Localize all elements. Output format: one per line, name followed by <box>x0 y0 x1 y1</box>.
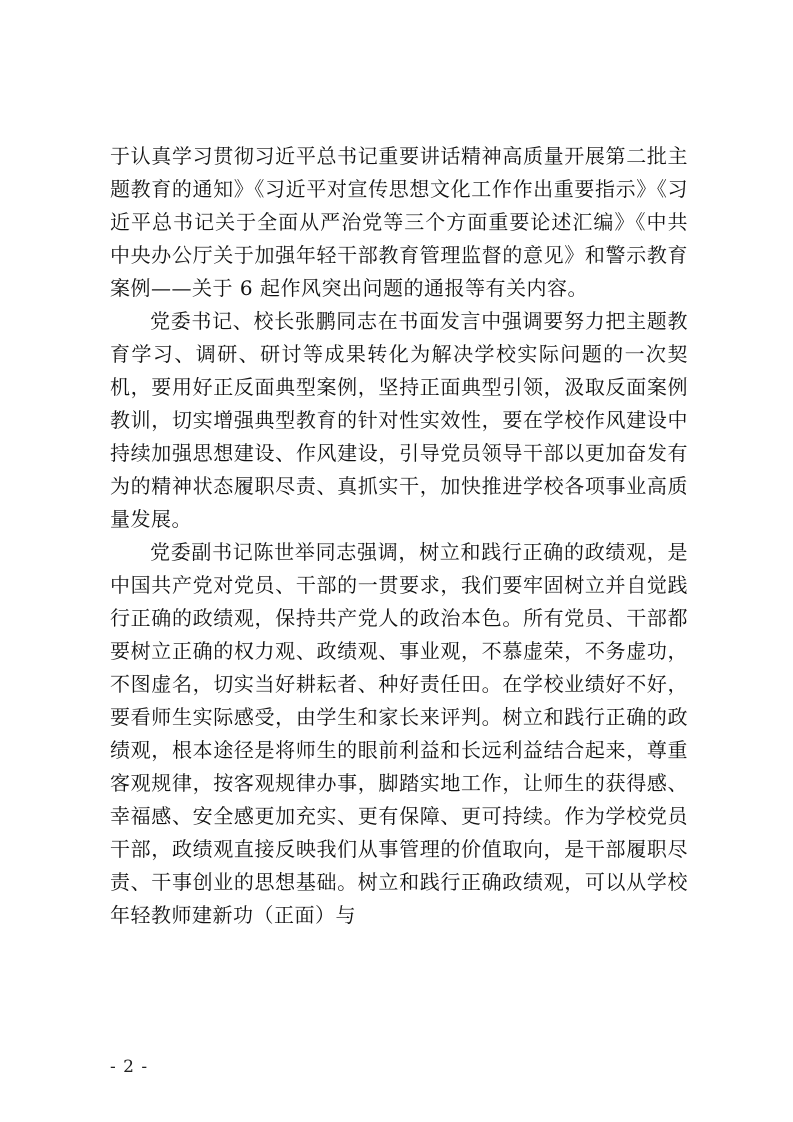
paragraph-2: 党委书记、校长张鹏同志在书面发言中强调要努力把主题教育学习、调研、研讨等成果转化为解决学校实际问题的一次契机，要用好正反面典型案例，坚持正面典型引领，汲取反面案例教训，切实增强典型教育的针对性实效性，要在学校作风建设中持续加强思想建设、作风建设，引导党员领导干部以更加奋发有为的精神状态履职尽责、真抓实干，加快推进学校各项事业高质量发展。 <box>110 309 688 531</box>
document-body <box>110 140 688 932</box>
paragraph-1: 于认真学习贯彻习近平总书记重要讲话精神高质量开展第二批主题教育的通知》《习近平对宣传思想文化工作作出重要指示》《习近平总书记关于全面从严治党等三个方面重要论述汇编》《中共中央办公厅关于加强年轻干部教育管理监督的意见》和警示教育案例——关于 6 起作风突出问题的通报等有关内容。 <box>110 144 688 300</box>
page-number: - 2 - <box>110 1057 149 1077</box>
paragraph-3: 党委副书记陈世举同志强调，树立和践行正确的政绩观，是中国共产党对党员、干部的一贯要求，我们要牢固树立并自觉践行正确的政绩观，保持共产党人的政治本色。所有党员、干部都要树立正确的权力观、政绩观、事业观，不慕虚荣，不务虚功，不图虚名，切实当好耕耘者、种好责任田。在学校业绩好不好，要看师生实际感受，由学生和家长来评判。树立和践行正确的政绩观，根本途径是将师生的眼前利益和长远利益结合起来，尊重客观规律，按客观规律办事，脚踏实地工作，让师生的获得感、幸福感、安全感更加充实、更有保障、更可持续。作为学校党员干部，政绩观直接反映我们从事管理的价值取向，是干部履职尽责、干事创业的思想基础。树立和践行正确政绩观，可以从学校年轻教师建新功（正面）与 <box>110 540 688 927</box>
